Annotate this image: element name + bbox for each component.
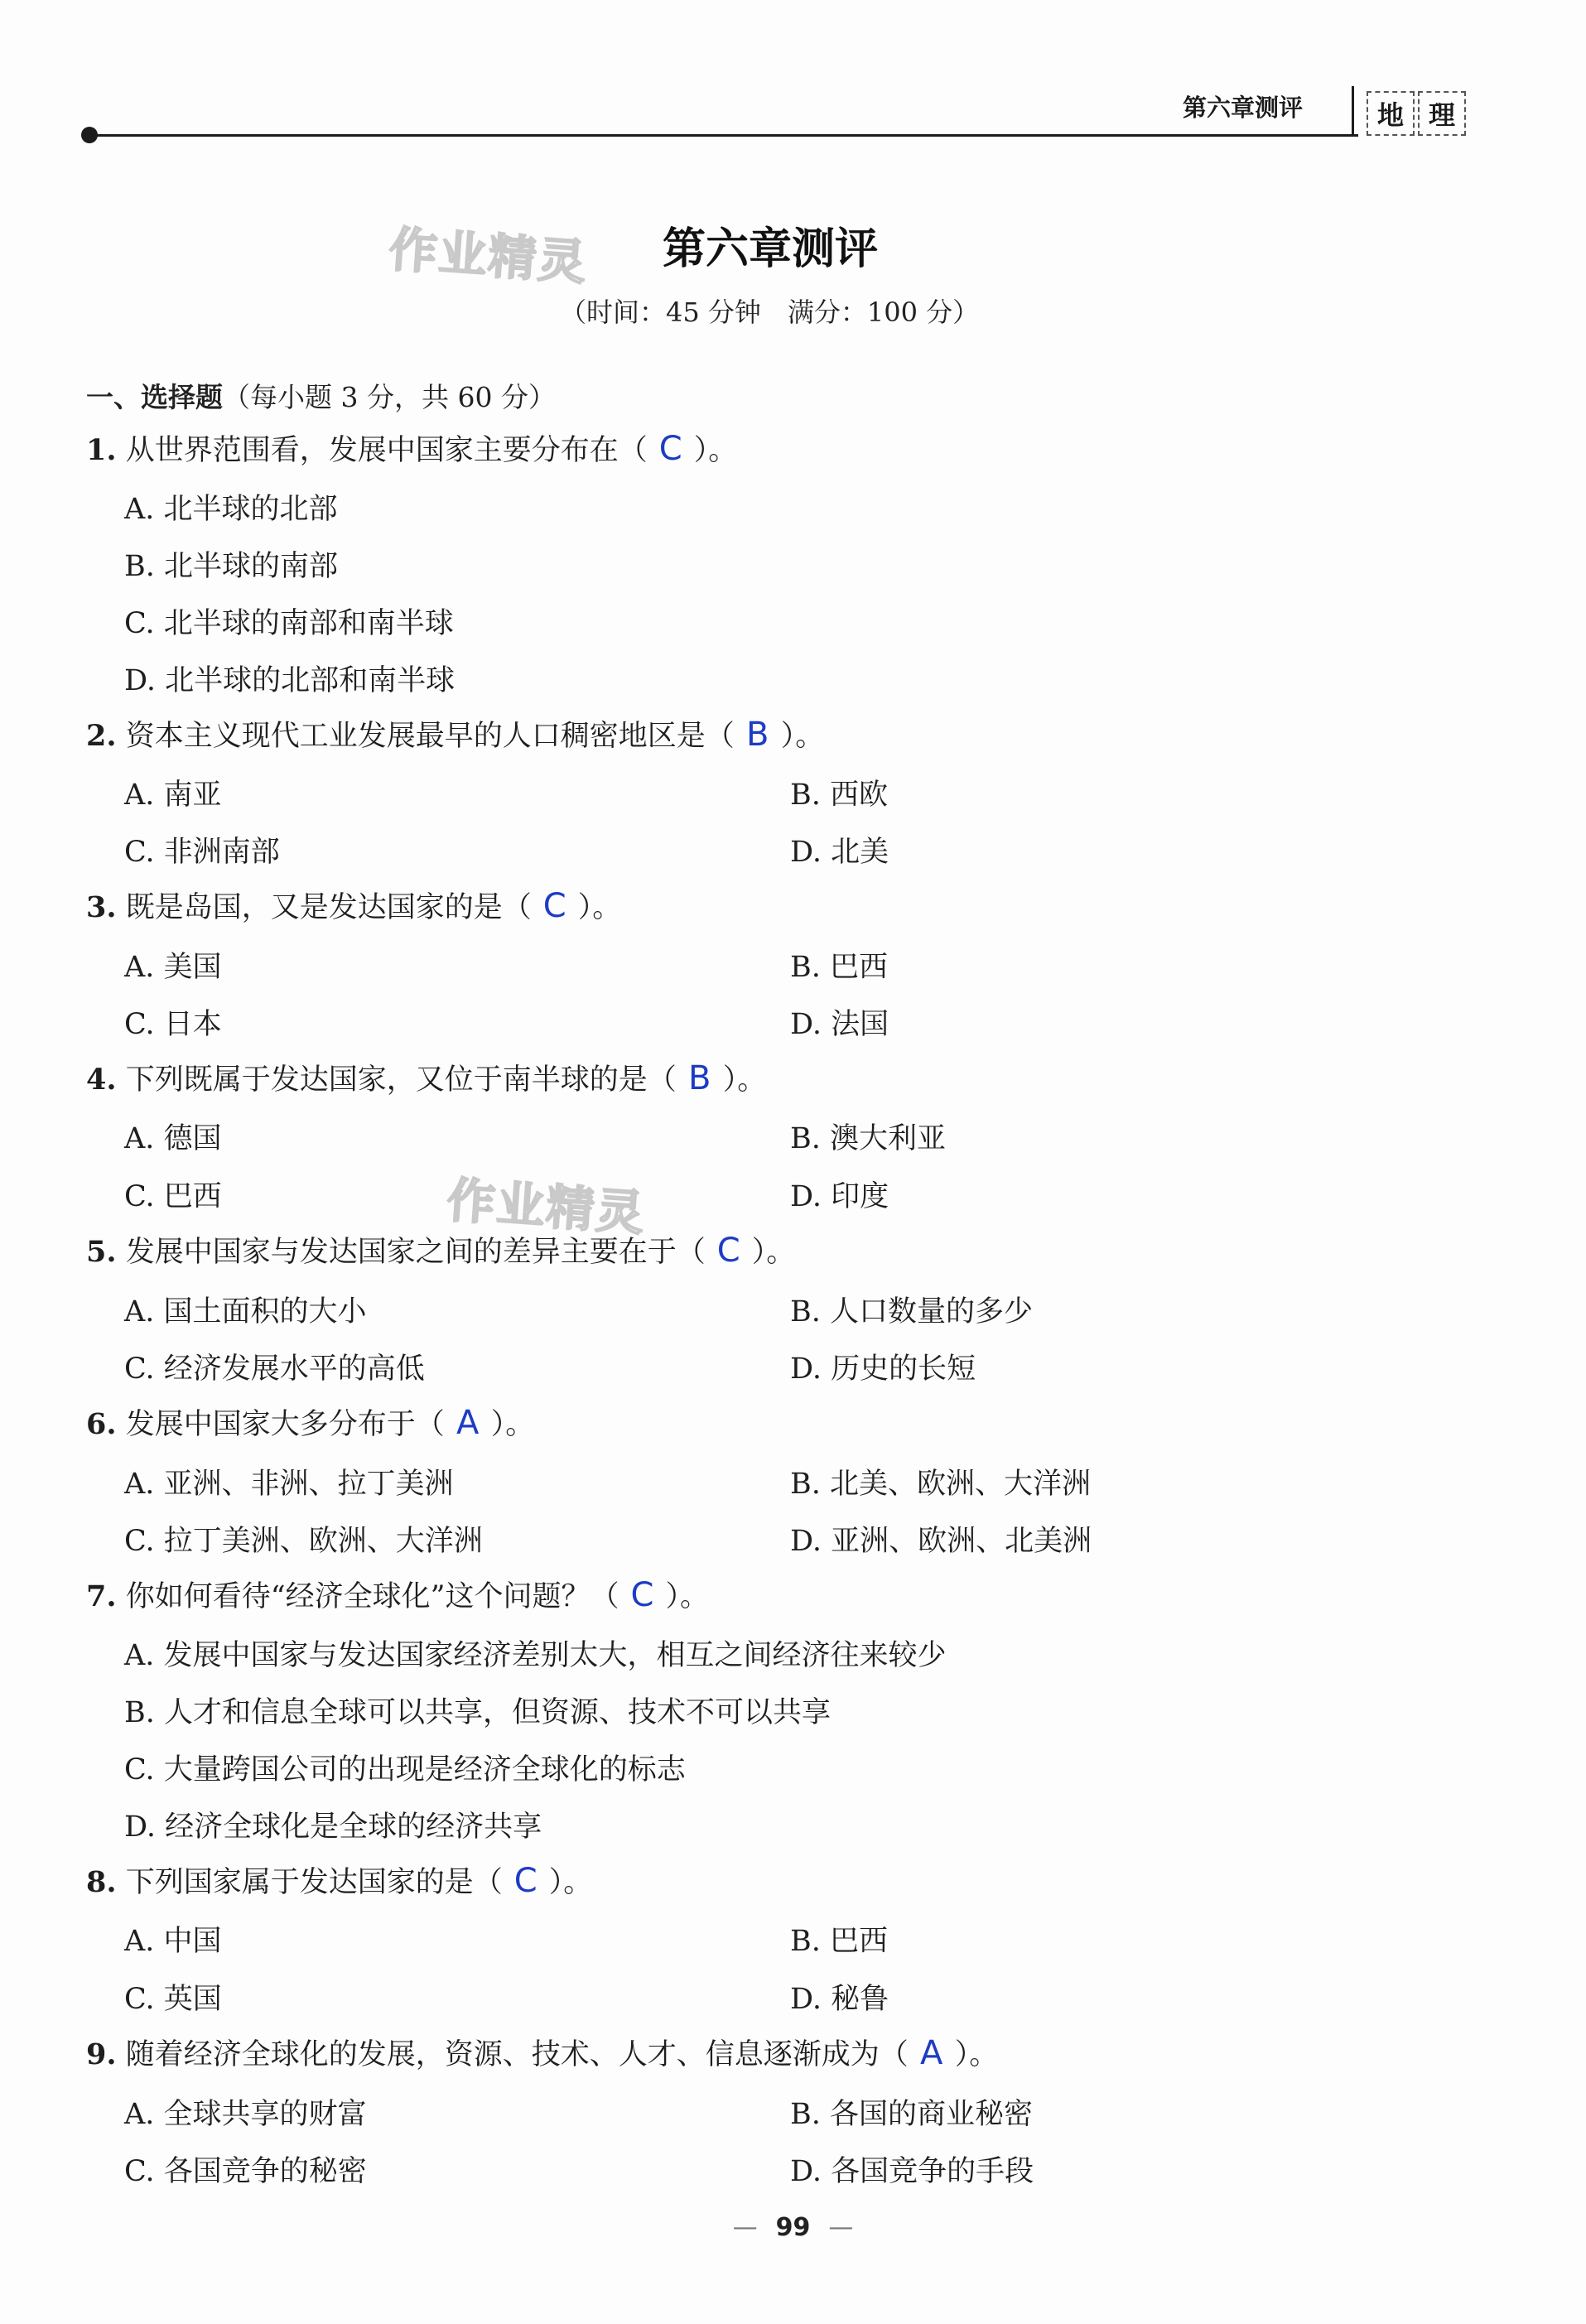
question-text: 下列国家属于发达国家的是（ <box>125 1866 503 1899</box>
option-a: A. 南亚 <box>124 779 222 812</box>
option-c: C. 英国 <box>124 1983 222 2016</box>
question-number: 9. <box>86 2037 117 2071</box>
option-a: A. 发展中国家与发达国家经济差别太大，相互之间经济往来较少 <box>124 1639 947 1672</box>
option-d: D. 北半球的北部和南半球 <box>124 664 456 697</box>
option-c: C. 经济发展水平的高低 <box>124 1352 425 1386</box>
question-text-end: ）。 <box>665 1580 709 1613</box>
question-number: 7. <box>86 1579 117 1613</box>
question-text-end: ）。 <box>954 2038 999 2071</box>
question-text: 你如何看待“经济全球化”这个问题？（ <box>125 1580 619 1613</box>
header-chapter-label: 第六章测评 <box>1183 94 1304 122</box>
watermark: 作业精灵 <box>387 220 590 292</box>
question-number: 2. <box>86 719 117 753</box>
page-number-dash: — <box>732 2213 758 2242</box>
option-a: A. 中国 <box>124 1925 222 1958</box>
option-b: B. 澳大利亚 <box>790 1122 946 1155</box>
page-subtitle: （时间：45 分钟 满分：100 分） <box>560 297 980 328</box>
question-text-end: ）。 <box>751 1236 796 1269</box>
option-b: B. 北半球的南部 <box>124 550 338 583</box>
question-number: 5. <box>86 1235 117 1269</box>
option-b: B. 西欧 <box>790 779 888 812</box>
question-stem <box>86 1057 766 1098</box>
option-b: B. 人口数量的多少 <box>790 1295 1033 1328</box>
question-text-end: ）。 <box>780 720 825 753</box>
option-c: C. 非洲南部 <box>124 836 280 869</box>
option-c: C. 日本 <box>124 1008 222 1041</box>
answer-mark: C <box>658 430 682 468</box>
subject-label <box>1367 91 1469 136</box>
question-number: 3. <box>86 890 117 924</box>
subject-char: 理 <box>1418 91 1466 136</box>
option-d: D. 北美 <box>790 836 889 869</box>
option-a: A. 美国 <box>124 951 222 984</box>
page-number <box>0 2213 1586 2242</box>
question-number: 1. <box>86 433 117 467</box>
option-c: C. 大量跨国公司的出现是经济全球化的标志 <box>124 1753 686 1786</box>
section-heading-note: （每小题 3 分，共 60 分） <box>223 381 556 413</box>
question-text-end: ）。 <box>693 434 738 467</box>
option-a: A. 国土面积的大小 <box>124 1295 367 1328</box>
option-a: A. 北半球的北部 <box>124 493 338 526</box>
option-c: C. 巴西 <box>124 1180 222 1213</box>
question-number: 8. <box>86 1865 117 1899</box>
option-b: B. 巴西 <box>790 1925 888 1958</box>
option-c: C. 北半球的南部和南半球 <box>124 607 454 640</box>
question-text: 随着经济全球化的发展，资源、技术、人才、信息逐渐成为（ <box>125 2038 909 2071</box>
option-c: C. 拉丁美洲、欧洲、大洋洲 <box>124 1525 483 1558</box>
question-stem <box>86 885 621 926</box>
question-text: 资本主义现代工业发展最早的人口稠密地区是（ <box>125 720 735 753</box>
question-number: 6. <box>86 1407 117 1441</box>
header-rule <box>93 134 1358 137</box>
option-a: A. 亚洲、非洲、拉丁美洲 <box>124 1468 454 1501</box>
answer-mark: C <box>630 1576 654 1614</box>
section-heading <box>86 376 556 415</box>
page-number-value: 99 <box>775 2213 811 2242</box>
question-stem <box>86 713 824 755</box>
question-text: 既是岛国，又是发达国家的是（ <box>125 891 532 924</box>
option-d: D. 经济全球化是全球的经济共享 <box>124 1811 542 1844</box>
option-a: A. 德国 <box>124 1122 222 1155</box>
question-stem <box>86 427 737 469</box>
option-b: B. 各国的商业秘密 <box>790 2098 1033 2131</box>
option-d: D. 法国 <box>790 1008 889 1041</box>
question-text-end: ）。 <box>548 1866 593 1899</box>
question-stem <box>86 1229 795 1270</box>
answer-mark: C <box>513 1862 538 1900</box>
page-title: 第六章测评 <box>663 224 879 274</box>
option-a: A. 全球共享的财富 <box>124 2098 367 2131</box>
option-b: B. 北美、欧洲、大洋洲 <box>790 1468 1091 1501</box>
option-d: D. 印度 <box>790 1180 889 1213</box>
question-text-end: ）。 <box>722 1063 767 1097</box>
answer-mark: C <box>542 887 566 925</box>
question-number: 4. <box>86 1063 117 1097</box>
section-heading-title: 一、选择题 <box>86 381 223 413</box>
question-stem <box>86 1401 534 1443</box>
question-stem <box>86 1859 592 1901</box>
option-c: C. 各国竞争的秘密 <box>124 2155 367 2188</box>
question-stem <box>86 2032 998 2073</box>
question-stem <box>86 1574 709 1615</box>
question-text: 从世界范围看，发展中国家主要分布在（ <box>125 434 648 467</box>
subject-char: 地 <box>1367 91 1415 136</box>
watermark: 作业精灵 <box>445 1171 648 1242</box>
question-text-end: ）。 <box>490 1408 535 1441</box>
question-text: 发展中国家大多分布于（ <box>125 1408 445 1441</box>
answer-mark: B <box>745 716 769 754</box>
option-b: B. 人才和信息全球可以共享，但资源、技术不可以共享 <box>124 1696 831 1729</box>
answer-mark: C <box>716 1232 740 1270</box>
option-d: D. 各国竞争的手段 <box>790 2155 1034 2188</box>
option-d: D. 秘鲁 <box>790 1983 889 2016</box>
header-separator <box>1352 86 1354 136</box>
answer-mark: A <box>456 1404 480 1442</box>
question-text: 下列既属于发达国家，又位于南半球的是（ <box>125 1063 677 1097</box>
question-text: 发展中国家与发达国家之间的差异主要在于（ <box>125 1236 706 1269</box>
option-d: D. 亚洲、欧洲、北美洲 <box>790 1525 1092 1558</box>
answer-mark: A <box>920 2034 943 2072</box>
answer-mark: B <box>687 1059 711 1097</box>
option-b: B. 巴西 <box>790 951 888 984</box>
question-text-end: ）。 <box>577 891 622 924</box>
option-d: D. 历史的长短 <box>790 1352 976 1386</box>
page-number-dash: — <box>828 2213 854 2242</box>
